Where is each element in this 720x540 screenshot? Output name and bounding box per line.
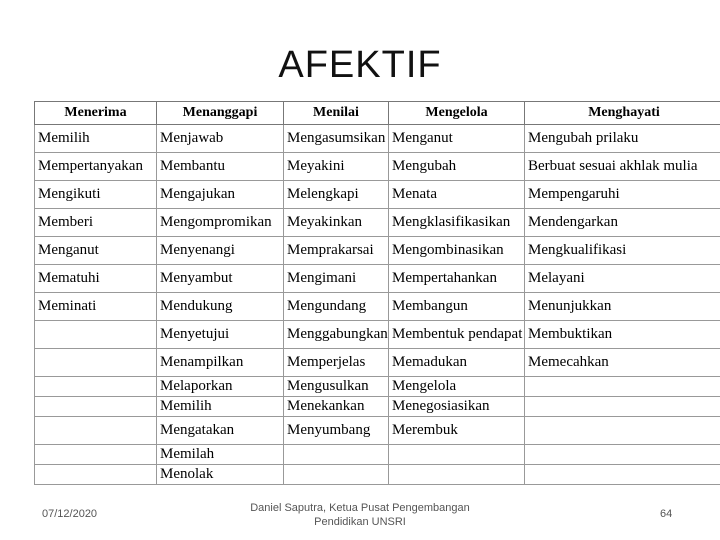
table-cell: Melaporkan: [157, 377, 284, 397]
table-cell: [525, 397, 720, 417]
table-cell: Menunjukkan: [525, 293, 720, 321]
table-row: [35, 397, 720, 417]
table-cell: Mengatakan: [157, 417, 284, 445]
table-row: [35, 465, 720, 485]
table-cell: [284, 445, 389, 465]
table-row: [35, 209, 720, 237]
table-cell: Mengajukan: [157, 181, 284, 209]
table-cell: Memadukan: [389, 349, 525, 377]
table-cell: Melengkapi: [284, 181, 389, 209]
table-cell: Membuktikan: [525, 321, 720, 349]
table-cell: Memilih: [35, 125, 157, 153]
table-cell: Mengklasifikasikan: [389, 209, 525, 237]
table-cell: [525, 417, 720, 445]
table-cell: [35, 321, 157, 349]
table-cell: Memberi: [35, 209, 157, 237]
slide-title: AFEKTIF: [278, 44, 442, 86]
table-row: [35, 445, 720, 465]
table-row: [35, 153, 720, 181]
table-cell: Mengombinasikan: [389, 237, 525, 265]
table-row: [35, 349, 720, 377]
table-cell: Mempertahankan: [389, 265, 525, 293]
table-cell: Mempengaruhi: [525, 181, 720, 209]
table-cell: Mengimani: [284, 265, 389, 293]
table-row: [35, 265, 720, 293]
affective-verbs-table-container: [34, 101, 720, 489]
table-cell: Menyenangi: [157, 237, 284, 265]
table-cell: Menolak: [157, 465, 284, 485]
table-cell: [35, 417, 157, 445]
table-cell: [525, 377, 720, 397]
table-cell: Menekankan: [284, 397, 389, 417]
table-cell: Membangun: [389, 293, 525, 321]
table-cell: Mengikuti: [35, 181, 157, 209]
table-cell: Menjawab: [157, 125, 284, 153]
table-cell: Memecahkan: [525, 349, 720, 377]
table-row: [35, 321, 720, 349]
table-cell: [35, 465, 157, 485]
table-header-row: [35, 102, 720, 125]
table-row: [35, 417, 720, 445]
table-row: [35, 293, 720, 321]
header-menghayati: Menghayati: [525, 102, 720, 125]
header-menilai: Menilai: [284, 102, 389, 125]
table-cell: [389, 445, 525, 465]
table-cell: Menampilkan: [157, 349, 284, 377]
table-cell: Menyumbang: [284, 417, 389, 445]
table-cell: Menegosiasikan: [389, 397, 525, 417]
table-cell: [389, 465, 525, 485]
table-cell: Menyambut: [157, 265, 284, 293]
table-row: [35, 377, 720, 397]
table-cell: Mempertanyakan: [35, 153, 157, 181]
affective-verbs-table: [34, 101, 720, 485]
table-cell: [35, 349, 157, 377]
header-mengelola: Mengelola: [389, 102, 525, 125]
header-menerima: Menerima: [35, 102, 157, 125]
table-cell: [35, 397, 157, 417]
footer-date: 07/12/2020: [42, 508, 98, 520]
table-cell: Mendengarkan: [525, 209, 720, 237]
table-cell: Mendukung: [157, 293, 284, 321]
table-cell: [35, 377, 157, 397]
table-cell: Mengusulkan: [284, 377, 389, 397]
table-cell: Menggabungkan: [284, 321, 389, 349]
table-cell: Mengundang: [284, 293, 389, 321]
header-menanggapi: Menanggapi: [157, 102, 284, 125]
table-cell: [35, 445, 157, 465]
table-cell: Berbuat sesuai akhlak mulia: [525, 153, 720, 181]
table-cell: Menganut: [35, 237, 157, 265]
table-cell: [525, 445, 720, 465]
table-cell: Mengubah: [389, 153, 525, 181]
table-cell: Meyakini: [284, 153, 389, 181]
table-cell: Memperjelas: [284, 349, 389, 377]
table-cell: Mengubah prilaku: [525, 125, 720, 153]
table-row: [35, 237, 720, 265]
table-row: [35, 125, 720, 153]
table-cell: Memprakarsai: [284, 237, 389, 265]
table-cell: Mematuhi: [35, 265, 157, 293]
table-cell: Melayani: [525, 265, 720, 293]
table-row: [35, 181, 720, 209]
table-cell: Membentuk pendapat: [389, 321, 525, 349]
table-cell: Menata: [389, 181, 525, 209]
table-cell: Mengkualifikasi: [525, 237, 720, 265]
table-cell: Mengasumsikan: [284, 125, 389, 153]
table-cell: Memilah: [157, 445, 284, 465]
table-cell: Menyetujui: [157, 321, 284, 349]
table-cell: [284, 465, 389, 485]
table-cell: Mengelola: [389, 377, 525, 397]
footer-author: Daniel Saputra, Ketua Pusat Pengembangan Pendidikan UNSRI: [250, 502, 470, 528]
table-cell: Mengompromikan: [157, 209, 284, 237]
page-number: 64: [660, 508, 673, 520]
table-cell: Menganut: [389, 125, 525, 153]
table-cell: Membantu: [157, 153, 284, 181]
table-cell: Memilih: [157, 397, 284, 417]
table-cell: Meminati: [35, 293, 157, 321]
table-cell: Merembuk: [389, 417, 525, 445]
table-cell: Meyakinkan: [284, 209, 389, 237]
table-cell: [525, 465, 720, 485]
